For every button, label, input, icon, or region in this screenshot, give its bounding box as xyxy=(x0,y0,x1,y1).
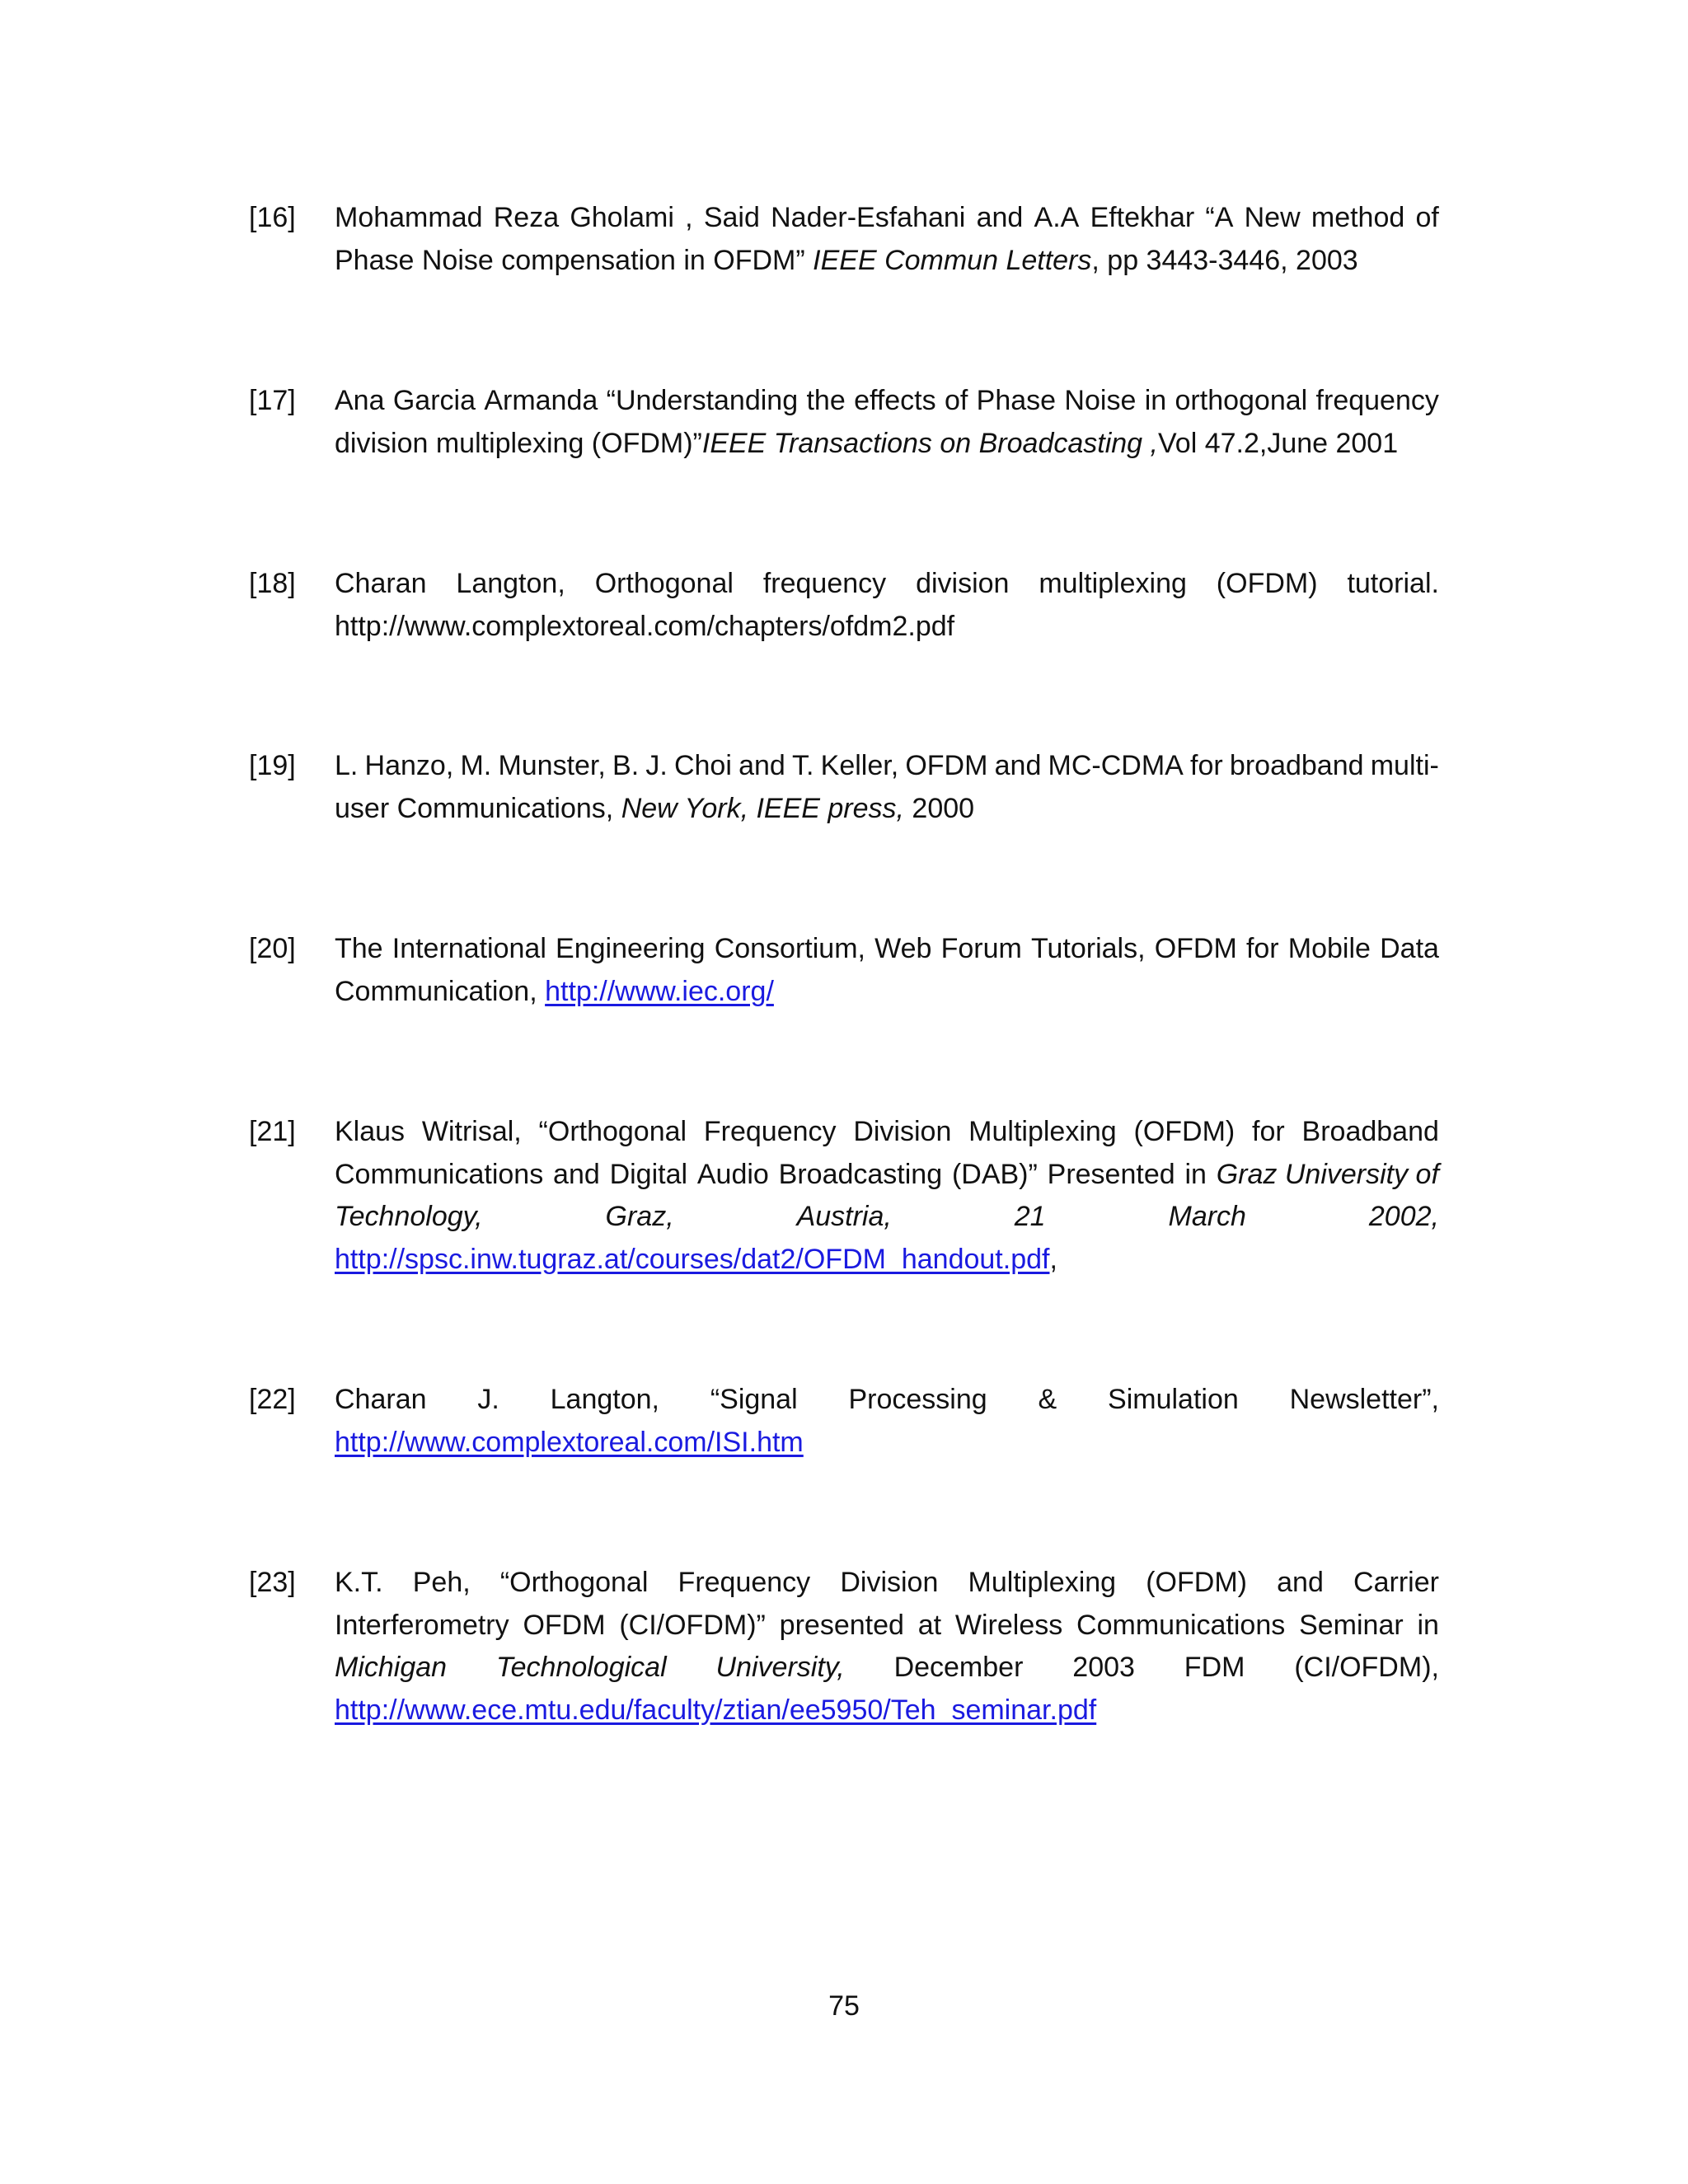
reference-line: K.T. Peh, “Orthogonal Frequency Division Multiplexing (OFDM) and Carrier xyxy=(335,1567,1439,1598)
reference-line: Interferometry OFDM (CI/OFDM)” presented at Wireless Communications Seminar in xyxy=(335,1609,1439,1641)
reference-line: L. Hanzo, M. Munster, B. J. Choi and T. Keller, OFDM and MC-CDMA for broadband multi- xyxy=(335,750,1439,781)
mtu-seminar-link[interactable]: http://www.ece.mtu.edu/faculty/ztian/ee5950/Teh_seminar.pdf xyxy=(335,1694,1097,1726)
reference-line: http://spsc.inw.tugraz.at/courses/dat2/OFDM_handout.pdf, xyxy=(335,1243,1057,1275)
reference-line: Charan Langton, Orthogonal frequency division multiplexing (OFDM) tutorial. xyxy=(335,568,1439,599)
reference-line xyxy=(335,1690,1439,1732)
reference-line: division multiplexing (OFDM)”IEEE Transactions on Broadcasting ,Vol 47.2,June 2001 xyxy=(335,427,1399,459)
reference-line: Michigan Technological University, December 2003 FDM (CI/OFDM), xyxy=(335,1652,1439,1683)
page-number: 75 xyxy=(828,1990,860,2022)
reference-url-text: http://www.complextoreal.com/chapters/ofdm2.pdf xyxy=(335,610,955,642)
reference-line: Charan J. Langton, “Signal Processing & Simulation Newsletter”, xyxy=(335,1384,1439,1415)
reference-line: Technology, Graz, Austria, 21 March 2002, xyxy=(335,1201,1439,1232)
reference-text xyxy=(335,563,1439,648)
reference-line xyxy=(335,1422,1439,1465)
reference-line: Communications and Digital Audio Broadcasting (DAB)” Presented in Graz University of xyxy=(335,1154,1439,1197)
reference-number: [23] xyxy=(249,1567,296,1598)
reference-line: The International Engineering Consortium, Web Forum Tutorials, OFDM for Mobile Data xyxy=(335,933,1439,964)
reference-number: [16] xyxy=(249,202,296,233)
reference-number: [20] xyxy=(249,933,296,964)
reference-text xyxy=(335,1379,1439,1464)
reference-number: [19] xyxy=(249,750,296,781)
publisher: New York, IEEE press, xyxy=(621,792,904,824)
institution: Graz University of xyxy=(1216,1158,1439,1190)
reference-line: Ana Garcia Armanda “Understanding the effects of Phase Noise in orthogonal frequency xyxy=(335,385,1439,416)
reference-text xyxy=(335,197,1439,282)
reference-number: [18] xyxy=(249,568,296,599)
reference-line: user Communications, New York, IEEE press, 2000 xyxy=(335,792,975,824)
reference-text xyxy=(335,380,1439,465)
reference-text xyxy=(335,1562,1439,1732)
complextoreal-isi-link[interactable]: http://www.complextoreal.com/ISI.htm xyxy=(335,1426,804,1458)
reference-number: [21] xyxy=(249,1116,296,1147)
reference-line: Phase Noise compensation in OFDM” IEEE Commun Letters, pp 3443-3446, 2003 xyxy=(335,244,1358,276)
journal-title: IEEE Commun Letters xyxy=(813,244,1092,276)
reference-number: [17] xyxy=(249,385,296,416)
reference-line: Mohammad Reza Gholami , Said Nader-Esfahani and A.A Eftekhar “A New method of xyxy=(335,202,1439,233)
reference-line: Klaus Witrisal, “Orthogonal Frequency Division Multiplexing (OFDM) for Broadband xyxy=(335,1116,1439,1147)
tugraz-handout-link[interactable]: http://spsc.inw.tugraz.at/courses/dat2/OFDM_handout.pdf xyxy=(335,1243,1050,1275)
reference-text xyxy=(335,745,1439,830)
journal-title: IEEE Transactions on Broadcasting , xyxy=(701,427,1158,459)
iec-link[interactable]: http://www.iec.org/ xyxy=(545,975,774,1007)
reference-line: Communication, http://www.iec.org/ xyxy=(335,975,774,1007)
reference-text xyxy=(335,928,1439,1013)
reference-text xyxy=(335,1111,1439,1281)
reference-number: [22] xyxy=(249,1384,296,1415)
